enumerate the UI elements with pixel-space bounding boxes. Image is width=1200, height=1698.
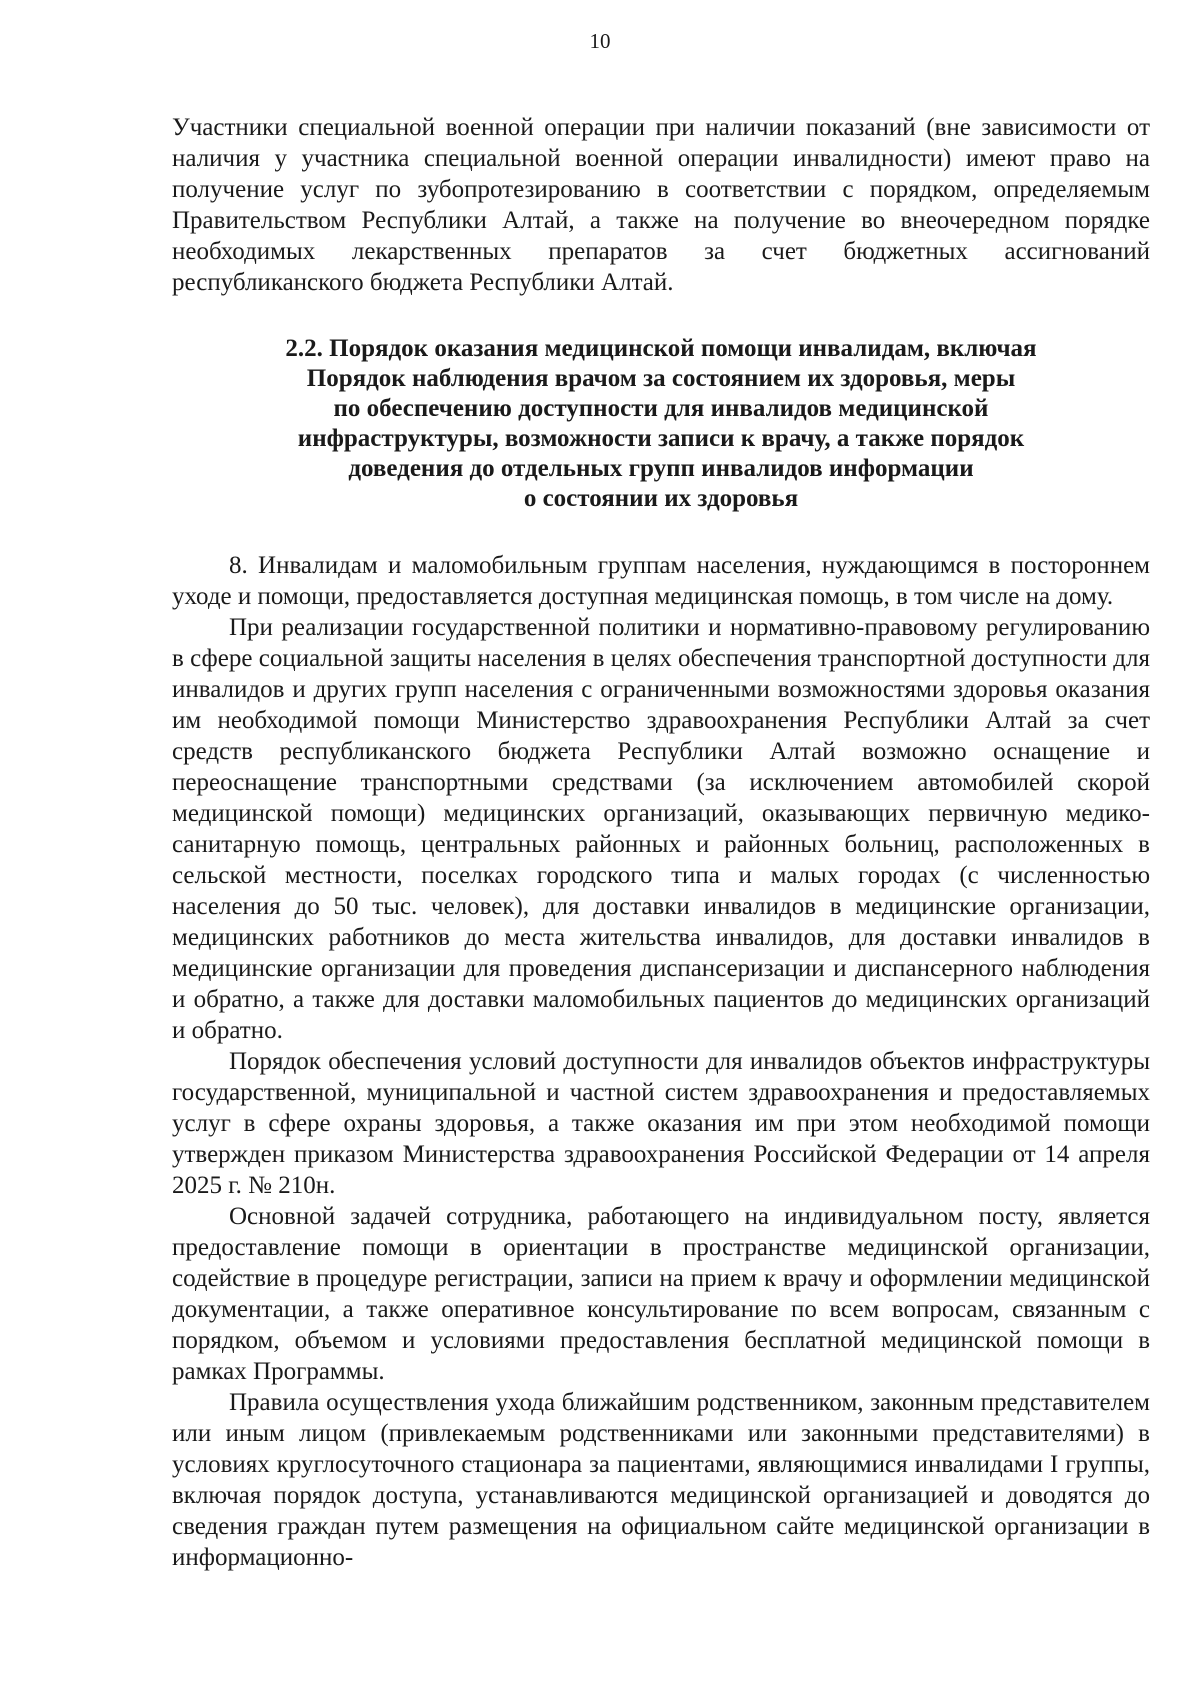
section-heading-line: по обеспечению доступности для инвалидов медицинской [333, 395, 989, 422]
paragraph-item-8: 8. Инвалидам и маломобильным группам населения, нуждающимся в постороннем уходе и помощи, предоставляется доступная медицинская помощь, в том числе на дому. [172, 552, 1150, 610]
section-heading-line: Порядок наблюдения врачом за состоянием их здоровья, меры [306, 365, 1016, 392]
document-body [172, 112, 1150, 1573]
section-heading [172, 334, 1150, 514]
paragraph-care-rules: Правила осуществления ухода ближайшим родственником, законным представителем или иным лицом (привлекаемым родственниками или законными представителями) в условиях круглосуточного стационара за пациентами, являющимися инвалидами I группы, включая порядок доступа, устанавливаются медицинской организацией и доводятся до сведения граждан путем размещения на официальном сайте медицинской организации в информационно- [172, 1389, 1150, 1571]
paragraph-transport-access: При реализации государственной политики и нормативно-правовому регулированию в сфере социальной защиты населения в целях обеспечения транспортной доступности для инвалидов и других групп населения с ограниченными возможностями здоровья оказания им необходимой помощи Министерство здравоохранения Республики Алтай за счет средств республиканского бюджета Республики Алтай возможно оснащение и переоснащение транспортными средствами (за исключением автомобилей скорой медицинской помощи) медицинских организаций, оказывающих первичную медико-санитарную помощь, центральных районных и районных больниц, расположенных в сельской местности, поселках городского типа и малых городах (с численностью населения до 50 тыс. человек), для доставки инвалидов в медицинские организации, медицинских работников до места жительства инвалидов, для доставки инвалидов в медицинские организации для проведения диспансеризации и диспансерного наблюдения и обратно, а также для доставки маломобильных пациентов до медицинских организаций и обратно. [172, 614, 1150, 1044]
section-heading-line: инфраструктуры, возможности записи к врачу, а также порядок [297, 425, 1025, 452]
intro-paragraph: Участники специальной военной операции при наличии показаний (вне зависимости от наличия у участника специальной военной операции инвалидности) имеют право на получение услуг по зубопротезированию в соответствии с порядком, определяемым Правительством Республики Алтай, а также на получение во внеочередном порядке необходимых лекарственных препаратов за счет бюджетных ассигнований республиканского бюджета Республики Алтай. [172, 114, 1150, 296]
paragraph-individual-post: Основной задачей сотрудника, работающего на индивидуальном посту, является предоставление помощи в ориентации в пространстве медицинской организации, содействие в процедуре регистрации, записи на прием к врачу и оформлении медицинской документации, а также оперативное консультирование по всем вопросам, связанным с порядком, объемом и условиями предоставления бесплатной медицинской помощи в рамках Программы. [172, 1203, 1150, 1385]
section-heading-line: доведения до отдельных групп инвалидов информации [348, 455, 974, 482]
section-heading-line: 2.2. Порядок оказания медицинской помощи инвалидам, включая [285, 335, 1037, 362]
page-number: 10 [589, 29, 611, 53]
paragraph-accessibility-order: Порядок обеспечения условий доступности для инвалидов объектов инфраструктуры государственной, муниципальной и частной систем здравоохранения и предоставляемых услуг в сфере охраны здоровья, а также оказания им при этом необходимой помощи утвержден приказом Министерства здравоохранения Российской Федерации от 14 апреля 2025 г. № 210н. [172, 1048, 1150, 1199]
section-heading-line: о состоянии их здоровья [523, 485, 799, 512]
